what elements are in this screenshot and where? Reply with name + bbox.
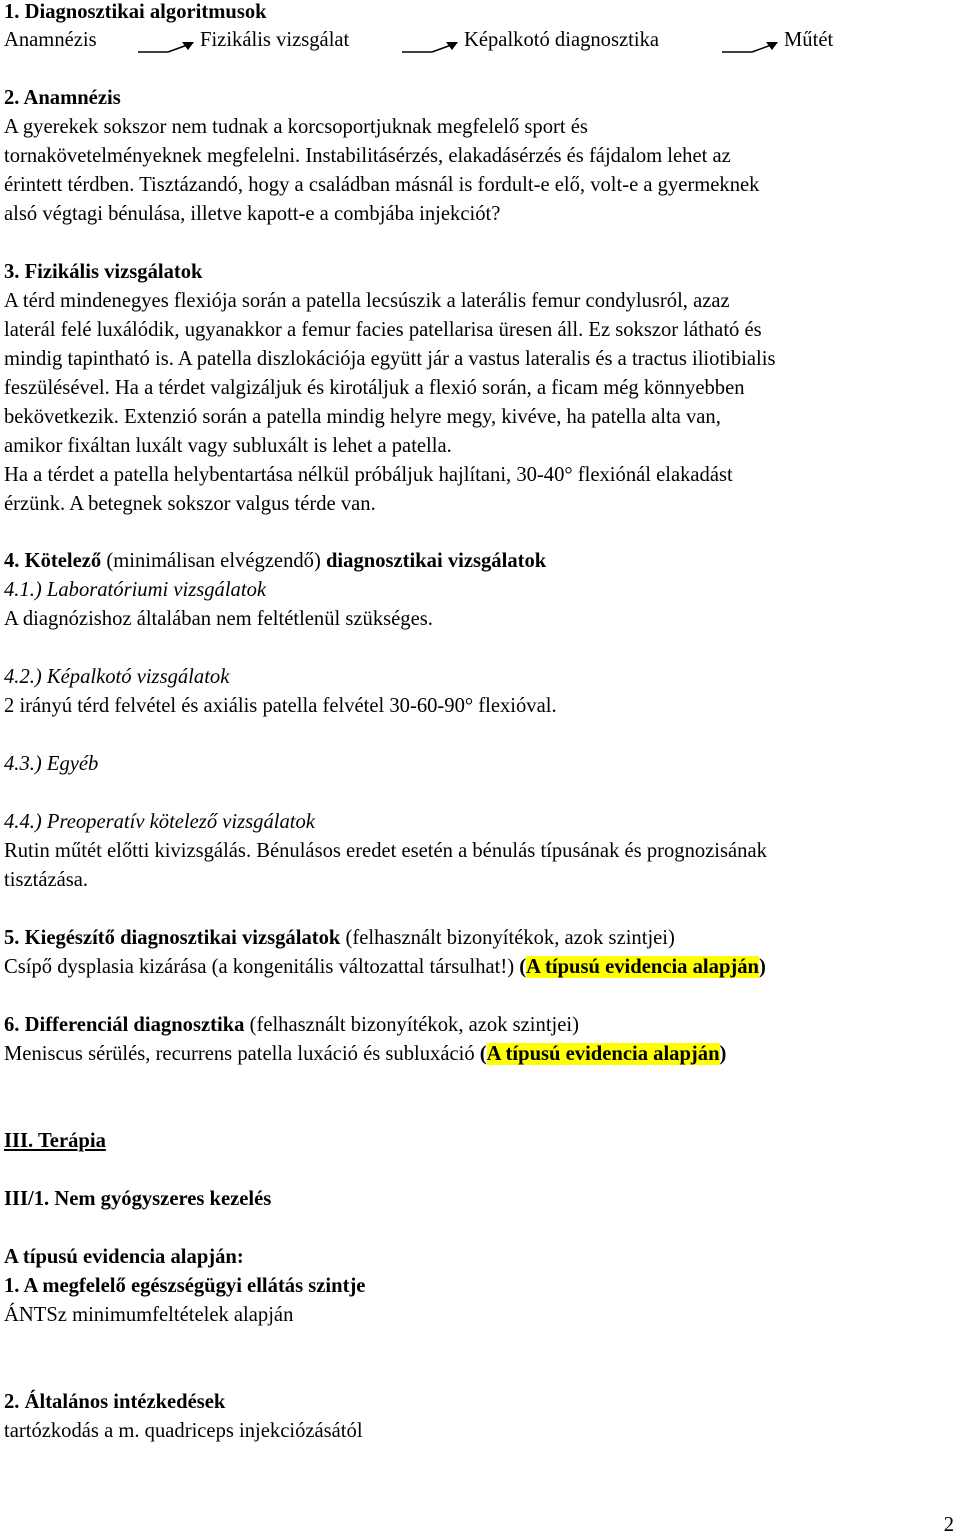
paragraph-line: 2 irányú térd felvétel és axiális patella felvétel 30-60-90° flexióval. bbox=[4, 695, 557, 717]
paragraph-line: Ha a térdet a patella helybentartása nélkül próbáljuk hajlítani, 30-40° flexiónál elakadást bbox=[4, 464, 733, 486]
diagnostic-flow bbox=[4, 28, 956, 58]
therapy-subtitle: III/1. Nem gyógyszeres kezelés bbox=[4, 1188, 272, 1210]
therapy-item-title: 1. A megfelelő egészségügyi ellátás szintje bbox=[4, 1275, 366, 1297]
subsection-title: 4.2.) Képalkotó vizsgálatok bbox=[4, 666, 230, 688]
paragraph-line: alsó végtagi bénulása, illetve kapott-e a combjába injekciót? bbox=[4, 203, 501, 225]
evidence-heading: A típusú evidencia alapján: bbox=[4, 1246, 244, 1268]
flow-step-1: Anamnézis bbox=[4, 29, 97, 51]
paragraph-line: Rutin műtét előtti kivizsgálás. Bénulásos eredet esetén a bénulás típusának és prognozisának bbox=[4, 840, 767, 862]
section-2-title: 2. Anamnézis bbox=[4, 87, 121, 109]
paragraph-line: laterál felé luxálódik, ugyanakkor a femur facies patellarisa üresen áll. Ez sokszor látható és bbox=[4, 319, 762, 341]
flow-step-3: Képalkotó diagnosztika bbox=[464, 29, 660, 51]
section-4-title: 4. Kötelező (minimálisan elvégzendő) diagnosztikai vizsgálatok bbox=[4, 550, 547, 572]
paragraph-line: tornakövetelményeknek megfelelni. Instabilitásérzés, elakadásérzés és fájdalom lehet az bbox=[4, 145, 731, 167]
subsection-title: 4.3.) Egyéb bbox=[4, 753, 99, 775]
therapy-title: III. Terápia bbox=[4, 1130, 106, 1152]
evidence-highlight: A típusú evidencia alapján bbox=[526, 956, 760, 978]
therapy-item-title: 2. Általános intézkedések bbox=[4, 1391, 226, 1413]
arrow-right-icon bbox=[402, 38, 462, 54]
paragraph-line: A térd mindenegyes flexiója során a patella lecsúszik a laterális femur condylusról, azaz bbox=[4, 290, 730, 312]
section-3-title: 3. Fizikális vizsgálatok bbox=[4, 261, 203, 283]
paragraph-line: A diagnózishoz általában nem feltétlenül szükséges. bbox=[4, 608, 433, 630]
flow-step-2: Fizikális vizsgálat bbox=[200, 29, 350, 51]
evidence-highlight: A típusú evidencia alapján bbox=[486, 1043, 720, 1065]
paragraph-line: tisztázása. bbox=[4, 869, 89, 891]
paragraph-line: Meniscus sérülés, recurrens patella luxáció és subluxáció (A típusú evidencia alapján) bbox=[4, 1043, 727, 1065]
paragraph-line: Csípő dysplasia kizárása (a kongenitális változattal társulhat!) (A típusú evidencia alapján) bbox=[4, 956, 766, 978]
section-5-title: 5. Kiegészítő diagnosztikai vizsgálatok (felhasznált bizonyítékok, azok szintjei) bbox=[4, 927, 675, 949]
paragraph-line: feszülésével. Ha a térdet valgizáljuk és kirotáljuk a flexió során, a ficam még könnyebben bbox=[4, 377, 745, 399]
paragraph-line: amikor fixáltan luxált vagy subluxált is lehet a patella. bbox=[4, 435, 452, 457]
paragraph-line: érintett térdben. Tisztázandó, hogy a családban másnál is fordult-e elő, volt-e a gyermeknek bbox=[4, 174, 760, 196]
paragraph-line: A gyerekek sokszor nem tudnak a korcsoportjuknak megfelelő sport és bbox=[4, 116, 588, 138]
arrow-right-icon bbox=[722, 38, 782, 54]
page-number: 2 bbox=[943, 1514, 954, 1536]
section-6-title: 6. Differenciál diagnosztika (felhasznált bizonyítékok, azok szintjei) bbox=[4, 1014, 579, 1036]
section-1-title: 1. Diagnosztikai algoritmusok bbox=[4, 1, 267, 23]
paragraph-line: bekövetkezik. Extenzió során a patella mindig helyre megy, kivéve, ha patella alta van, bbox=[4, 406, 721, 428]
paragraph-line: érzünk. A betegnek sokszor valgus térde van. bbox=[4, 493, 376, 515]
paragraph-line: ÁNTSz minimumfeltételek alapján bbox=[4, 1304, 294, 1326]
subsection-title: 4.4.) Preoperatív kötelező vizsgálatok bbox=[4, 811, 315, 833]
paragraph-line: tartózkodás a m. quadriceps injekciózásától bbox=[4, 1420, 363, 1442]
subsection-title: 4.1.) Laboratóriumi vizsgálatok bbox=[4, 579, 267, 601]
flow-step-4: Műtét bbox=[784, 29, 834, 51]
arrow-right-icon bbox=[138, 38, 198, 54]
paragraph-line: mindig tapintható is. A patella diszlokációja együtt jár a vastus lateralis és a tractus iliotibialis bbox=[4, 348, 776, 370]
